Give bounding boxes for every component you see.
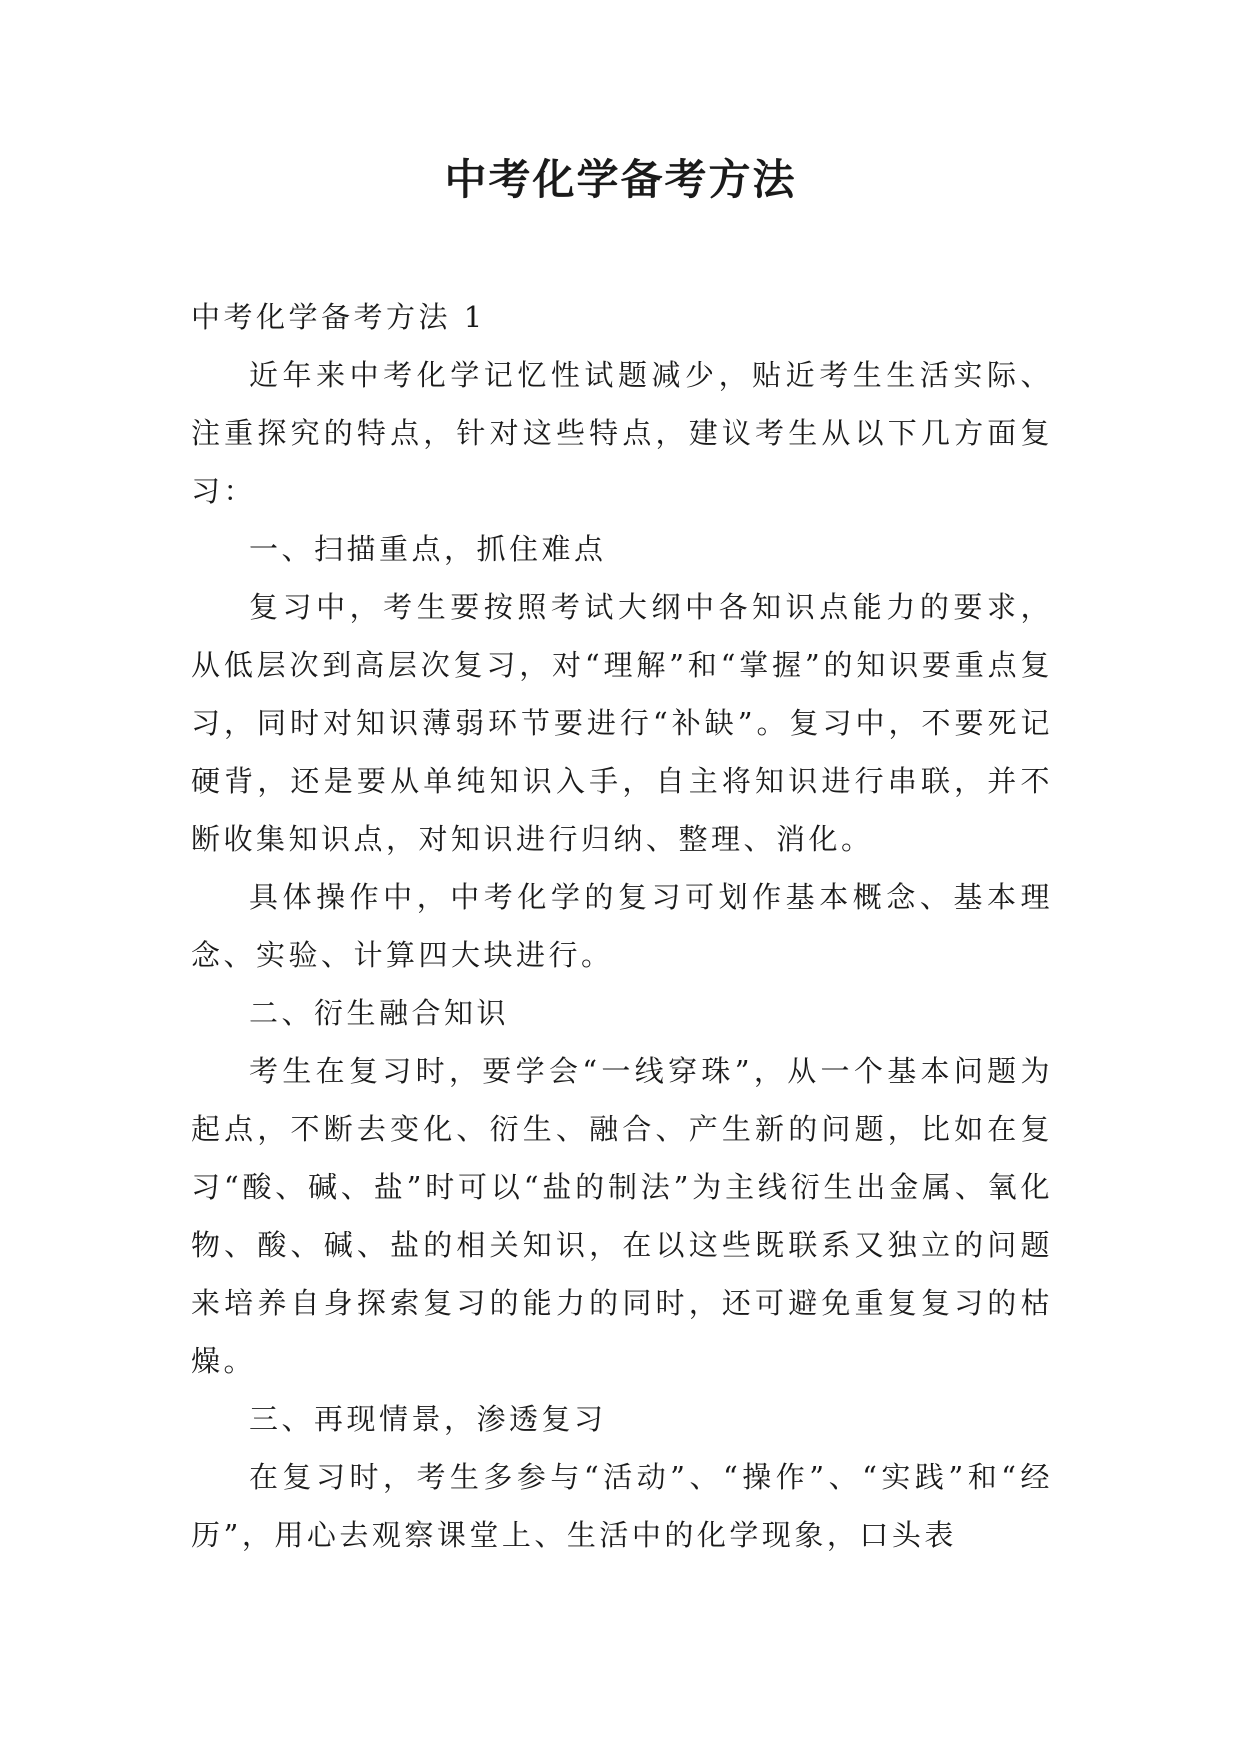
section-heading: 一、扫描重点，抓住难点 [249,532,607,566]
body-paragraph: 近年来中考化学记忆性试题减少，贴近考生生活实际、注重探究的特点，针对这些特点，建议考生从以下几方面复习： [191,358,1053,508]
body-paragraph: 复习中，考生要按照考试大纲中各知识点能力的要求，从低层次到高层次复习，对“理解”和“掌握”的知识要重点复习，同时对知识薄弱环节要进行“补缺”。复习中，不要死记硬背，还是要从单纯知识入手，自主将知识进行串联，并不断收集知识点，对知识进行归纳、整理、消化。 [191,590,1053,856]
section-subtitle: 中考化学备考方法 1 [191,300,486,334]
document-title: 中考化学备考方法 [444,155,797,204]
section-heading: 二、衍生融合知识 [249,996,510,1030]
section-heading: 三、再现情景，渗透复习 [249,1402,607,1436]
body-paragraph: 具体操作中，中考化学的复习可划作基本概念、基本理念、实验、计算四大块进行。 [191,880,1053,972]
document-body [191,288,1053,1564]
body-paragraph: 考生在复习时，要学会“一线穿珠”，从一个基本问题为起点，不断去变化、衍生、融合、产生新的问题，比如在复习“酸、碱、盐”时可以“盐的制法”为主线衍生出金属、氧化物、酸、碱、盐的相关知识，在以这些既联系又独立的问题来培养自身探索复习的能力的同时，还可避免重复复习的枯燥。 [191,1054,1053,1378]
body-paragraph: 在复习时，考生多参与“活动”、“操作”、“实践”和“经历”，用心去观察课堂上、生活中的化学现象，口头表 [191,1460,1053,1552]
